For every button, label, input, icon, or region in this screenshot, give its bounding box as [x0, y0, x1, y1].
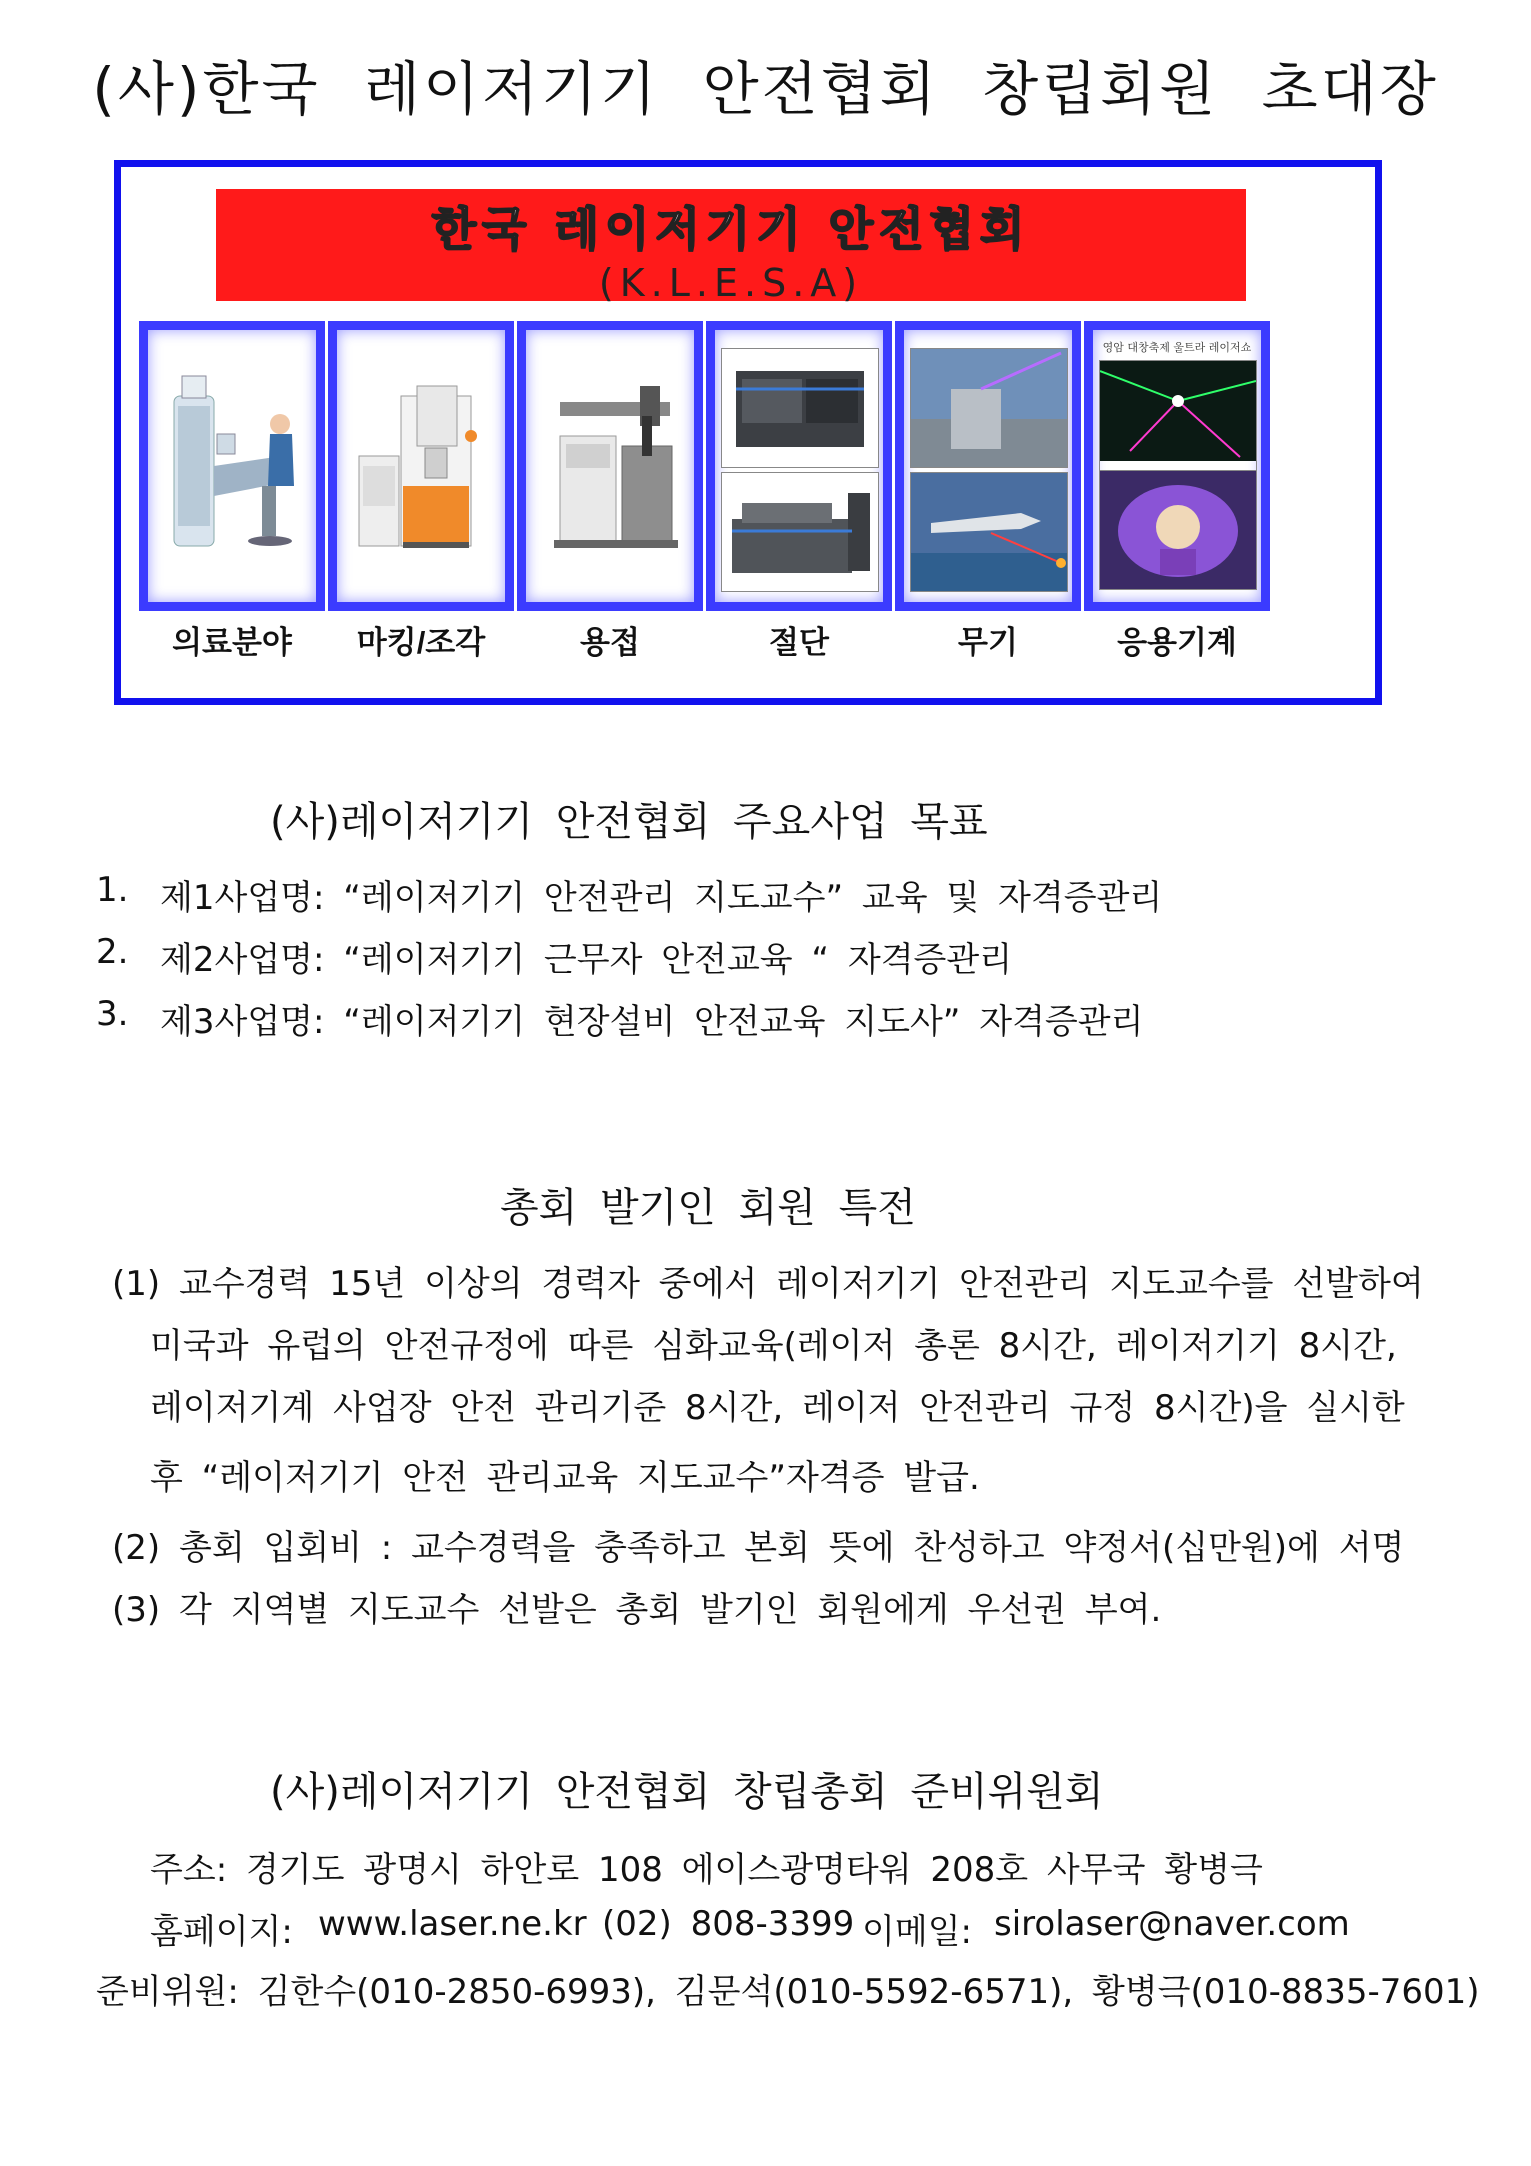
banner-title: 한국 레이저기기 안전협회 — [431, 202, 1031, 256]
medical-laser-image — [152, 336, 312, 598]
poster-caption: 영암 대창축제 울트라 레이저쇼 — [1102, 341, 1252, 354]
banner-subtitle: (K.L.E.S.A) — [598, 261, 864, 305]
goal-number-1: 1. — [96, 870, 129, 910]
goal-number-3: 3. — [96, 994, 129, 1034]
klesa-banner — [114, 160, 1382, 705]
laser-show-image-2 — [1099, 470, 1257, 590]
goal-item-2: 제2사업명: “레이저기기 근무자 안전교육 “ 자격증관리 — [160, 940, 1013, 980]
committee-address: 주소: 경기도 광명시 하안로 108 에이스광명타워 208호 사무국 황병극 — [150, 1850, 1263, 1890]
laser-weapon-image-1 — [910, 348, 1068, 468]
category-label-medical: 의료분야 — [172, 625, 292, 660]
category-label-cutting: 절단 — [769, 625, 829, 660]
committee-heading: (사)레이저기기 안전협회 창립총회 준비위원회 — [270, 1769, 1104, 1815]
benefit-1-line-1: (1) 교수경력 15년 이상의 경력자 중에서 레이저기기 안전관리 지도교수를 선발하여 — [112, 1264, 1424, 1304]
email-label: 이메일: — [862, 1912, 972, 1952]
welding-machine-image — [530, 336, 690, 598]
banner-header — [216, 189, 1246, 305]
goal-item-3: 제3사업명: “레이저기기 현장설비 안전교육 지도사” 자격증관리 — [160, 1002, 1144, 1042]
category-card-welding — [517, 321, 703, 611]
category-card-medical — [139, 321, 325, 611]
benefits-heading: 총회 발기인 회원 특전 — [500, 1185, 916, 1231]
category-label-applied: 응용기계 — [1117, 625, 1237, 660]
goal-number-2: 2. — [96, 932, 129, 972]
cutting-machine-image-1 — [721, 348, 879, 468]
goals-heading: (사)레이저기기 안전협회 주요사업 목표 — [270, 799, 988, 845]
category-label-marking: 마킹/조각 — [356, 625, 486, 660]
phone-number: (02) 808-3399 — [602, 1904, 855, 1944]
laser-show-image-1 — [1099, 360, 1257, 480]
laser-weapon-image-2 — [910, 472, 1068, 592]
category-card-applied — [1084, 321, 1270, 611]
committee-members: 준비위원: 김한수(010-2850-6993), 김문석(010-5592-6571), 황병극(010-8835-7601) — [96, 1972, 1480, 2012]
homepage-label: 홈페이지: — [150, 1912, 293, 1952]
benefit-1-line-3: 레이저기계 사업장 안전 관리기준 8시간, 레이저 안전관리 규정 8시간)을 실시한 — [150, 1388, 1405, 1428]
category-card-marking — [328, 321, 514, 611]
page-title: (사)한국 레이저기기 안전협회 창립회원 초대장 — [92, 55, 1439, 123]
benefit-1-line-2: 미국과 유럽의 안전규정에 따른 심화교육(레이저 총론 8시간, 레이저기기 8시간, — [150, 1326, 1397, 1366]
marking-machine-image — [341, 336, 501, 598]
category-card-weapon — [895, 321, 1081, 611]
benefit-3: (3) 각 지역별 지도교수 선발은 총회 발기인 회원에게 우선권 부여. — [112, 1590, 1162, 1630]
goal-item-1: 제1사업명: “레이저기기 안전관리 지도교수” 교육 및 자격증관리 — [160, 878, 1163, 918]
category-label-welding: 용접 — [580, 625, 640, 660]
category-card-cutting — [706, 321, 892, 611]
homepage-link[interactable]: www.laser.ne.kr — [318, 1904, 587, 1944]
benefit-1-line-4: 후 “레이저기기 안전 관리교육 지도교수”자격증 발급. — [150, 1458, 980, 1498]
cutting-machine-image-2 — [721, 472, 879, 592]
benefit-2: (2) 총회 입회비 : 교수경력을 충족하고 본회 뜻에 찬성하고 약정서(십만원)에 서명 — [112, 1528, 1405, 1568]
email-link[interactable]: sirolaser@naver.com — [994, 1904, 1350, 1944]
category-label-weapon: 무기 — [958, 625, 1018, 660]
